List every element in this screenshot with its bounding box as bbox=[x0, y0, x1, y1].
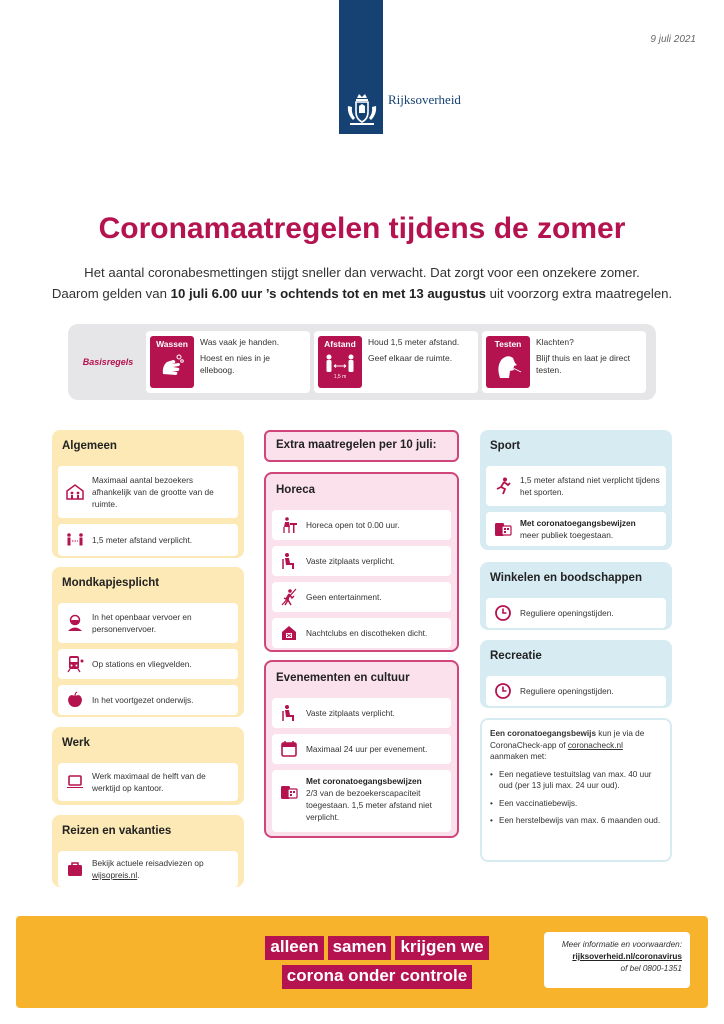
toegangsbewijs-intro: Een coronatoegangsbewijs kun je via de CoronaCheck-app of coronacheck.nl aanmaken met: bbox=[490, 729, 645, 761]
basisregels-label: Basisregels bbox=[82, 357, 134, 367]
basis-testen-line-1: Klachten? bbox=[536, 337, 574, 347]
basis-card-testen bbox=[482, 331, 646, 393]
list-item: In het openbaar vervoer en personenvervoer. bbox=[58, 603, 238, 643]
distance-icon: Afstand 1,5 m bbox=[318, 336, 362, 388]
clock-icon bbox=[494, 604, 512, 622]
bar-table-icon bbox=[280, 516, 298, 534]
building-people-icon bbox=[66, 483, 84, 501]
slogan-word: samen bbox=[328, 936, 392, 960]
wash-hands-icon: Wassen bbox=[150, 336, 194, 388]
no-dancing-icon bbox=[280, 588, 298, 606]
slogan-word: alleen bbox=[265, 936, 323, 960]
clock-icon bbox=[494, 682, 512, 700]
qr-phone-icon bbox=[494, 520, 512, 538]
intro-text bbox=[30, 262, 694, 304]
calendar-icon bbox=[280, 740, 298, 758]
rijksoverheid-link[interactable]: rijksoverheid.nl/coronavirus bbox=[572, 952, 682, 961]
closed-building-icon bbox=[280, 624, 298, 642]
recreatie-section bbox=[480, 640, 672, 708]
algemeen-section bbox=[52, 430, 244, 558]
list-item: Horeca open tot 0.00 uur. bbox=[272, 510, 451, 540]
extra-maatregelen-header: Extra maatregelen per 10 juli: bbox=[264, 430, 459, 462]
basis-wassen-line-1: Was vaak je handen. bbox=[200, 337, 280, 347]
mondkapjesplicht-title: Mondkapjesplicht bbox=[62, 577, 160, 589]
basis-testen-line-2: Blijf thuis en laat je direct testen. bbox=[536, 353, 631, 375]
footer-banner bbox=[16, 916, 708, 1008]
toegangsbewijs-info bbox=[480, 718, 672, 862]
winkelen-title: Winkelen en boodschappen bbox=[490, 572, 642, 584]
evenementen-title: Evenementen en cultuur bbox=[276, 672, 410, 684]
train-icon bbox=[66, 655, 84, 673]
publication-date: 9 juli 2021 bbox=[650, 34, 696, 45]
list-item: Met coronatoegangsbewijzen meer publiek toegestaan. bbox=[486, 512, 666, 546]
horeca-title: Horeca bbox=[276, 484, 315, 496]
intro-line-2: Daarom gelden van 10 juli 6.00 uur ’s ochtends tot en met 13 augustus uit voorzorg extra maatregelen. bbox=[51, 286, 673, 301]
werk-section bbox=[52, 727, 244, 805]
intro-line-1: Het aantal coronabesmettingen stijgt sneller dan verwacht. Dat zorgt voor een onzekere zomer. bbox=[84, 265, 640, 280]
face-mask-icon bbox=[66, 614, 84, 632]
list-item: 1,5 meter afstand verplicht. bbox=[58, 524, 238, 556]
list-item: Werk maximaal de helft van de werktijd op kantoor. bbox=[58, 763, 238, 801]
sport-title: Sport bbox=[490, 440, 521, 452]
list-item: • Een herstelbewijs van max. 6 maanden oud. bbox=[490, 815, 662, 827]
winkelen-section bbox=[480, 562, 672, 630]
crest-icon bbox=[344, 92, 380, 128]
list-item: Bekijk actuele reisadviezen op wijsopreis.nl. bbox=[58, 851, 238, 887]
qr-phone-icon bbox=[280, 783, 298, 801]
list-item: In het voortgezet onderwijs. bbox=[58, 685, 238, 715]
list-item: Nachtclubs en discotheken dicht. bbox=[272, 618, 451, 648]
evenementen-section bbox=[264, 660, 459, 838]
mondkapjesplicht-section bbox=[52, 567, 244, 717]
distance-icon bbox=[66, 531, 84, 549]
slogan-word: krijgen we bbox=[395, 936, 488, 960]
list-item: Op stations en vliegvelden. bbox=[58, 649, 238, 679]
reizen-section bbox=[52, 815, 244, 887]
sport-section bbox=[480, 430, 672, 550]
svg-text:1,5 m: 1,5 m bbox=[333, 374, 347, 380]
list-item: • Een negatieve testuitslag van max. 40 uur oud (per 13 juli max. 24 uur oud). bbox=[490, 769, 662, 792]
basis-wassen-line-2: Hoest en nies in je elleboog. bbox=[200, 353, 270, 375]
list-item: • Een vaccinatiebewijs. bbox=[490, 798, 662, 810]
logo-text: Rijksoverheid bbox=[388, 92, 461, 107]
list-item: Reguliere openingstijden. bbox=[486, 676, 666, 706]
list-item: Maximaal 24 uur per evenement. bbox=[272, 734, 451, 764]
apple-icon bbox=[66, 691, 84, 709]
slogan-word: corona onder controle bbox=[282, 965, 472, 989]
testing-icon: Testen bbox=[486, 336, 530, 388]
list-item: 1,5 meter afstand niet verplicht tijdens het sporten. bbox=[486, 466, 666, 506]
algemeen-title: Algemeen bbox=[62, 440, 117, 452]
laptop-icon bbox=[66, 773, 84, 791]
list-item: Vaste zitplaats verplicht. bbox=[272, 698, 451, 728]
basis-afstand-line-1: Houd 1,5 meter afstand. bbox=[368, 337, 460, 347]
list-item: Maximaal aantal bezoekers afhankelijk van de grootte van de ruimte. bbox=[58, 466, 238, 518]
basis-card-wassen bbox=[146, 331, 310, 393]
coronacheck-link[interactable]: coronacheck.nl bbox=[567, 740, 623, 750]
werk-title: Werk bbox=[62, 737, 90, 749]
running-person-icon bbox=[494, 477, 512, 495]
horeca-section bbox=[264, 472, 459, 652]
list-item: Met coronatoegangsbewijzen 2/3 van de bezoekerscapaciteit toegestaan. 1,5 meter afstand niet verplicht. bbox=[272, 770, 451, 832]
basis-card-afstand bbox=[314, 331, 478, 393]
suitcase-icon bbox=[66, 860, 84, 878]
basis-afstand-line-2: Geef elkaar de ruimte. bbox=[368, 353, 453, 363]
page-title: Coronamaatregelen tijdens de zomer bbox=[98, 212, 626, 245]
slogan bbox=[252, 936, 502, 994]
more-info-box: Meer informatie en voorwaarden: rijksoverheid.nl/coronavirus of bel 0800-1351 bbox=[544, 932, 690, 988]
wijsopreis-link[interactable]: wijsopreis.nl bbox=[92, 870, 138, 880]
list-item: Geen entertainment. bbox=[272, 582, 451, 612]
list-item: Reguliere openingstijden. bbox=[486, 598, 666, 628]
reizen-title: Reizen en vakanties bbox=[62, 825, 172, 837]
seated-person-icon bbox=[280, 552, 298, 570]
basisregels-panel bbox=[68, 324, 656, 400]
recreatie-title: Recreatie bbox=[490, 650, 542, 662]
list-item: Vaste zitplaats verplicht. bbox=[272, 546, 451, 576]
seated-person-icon bbox=[280, 704, 298, 722]
